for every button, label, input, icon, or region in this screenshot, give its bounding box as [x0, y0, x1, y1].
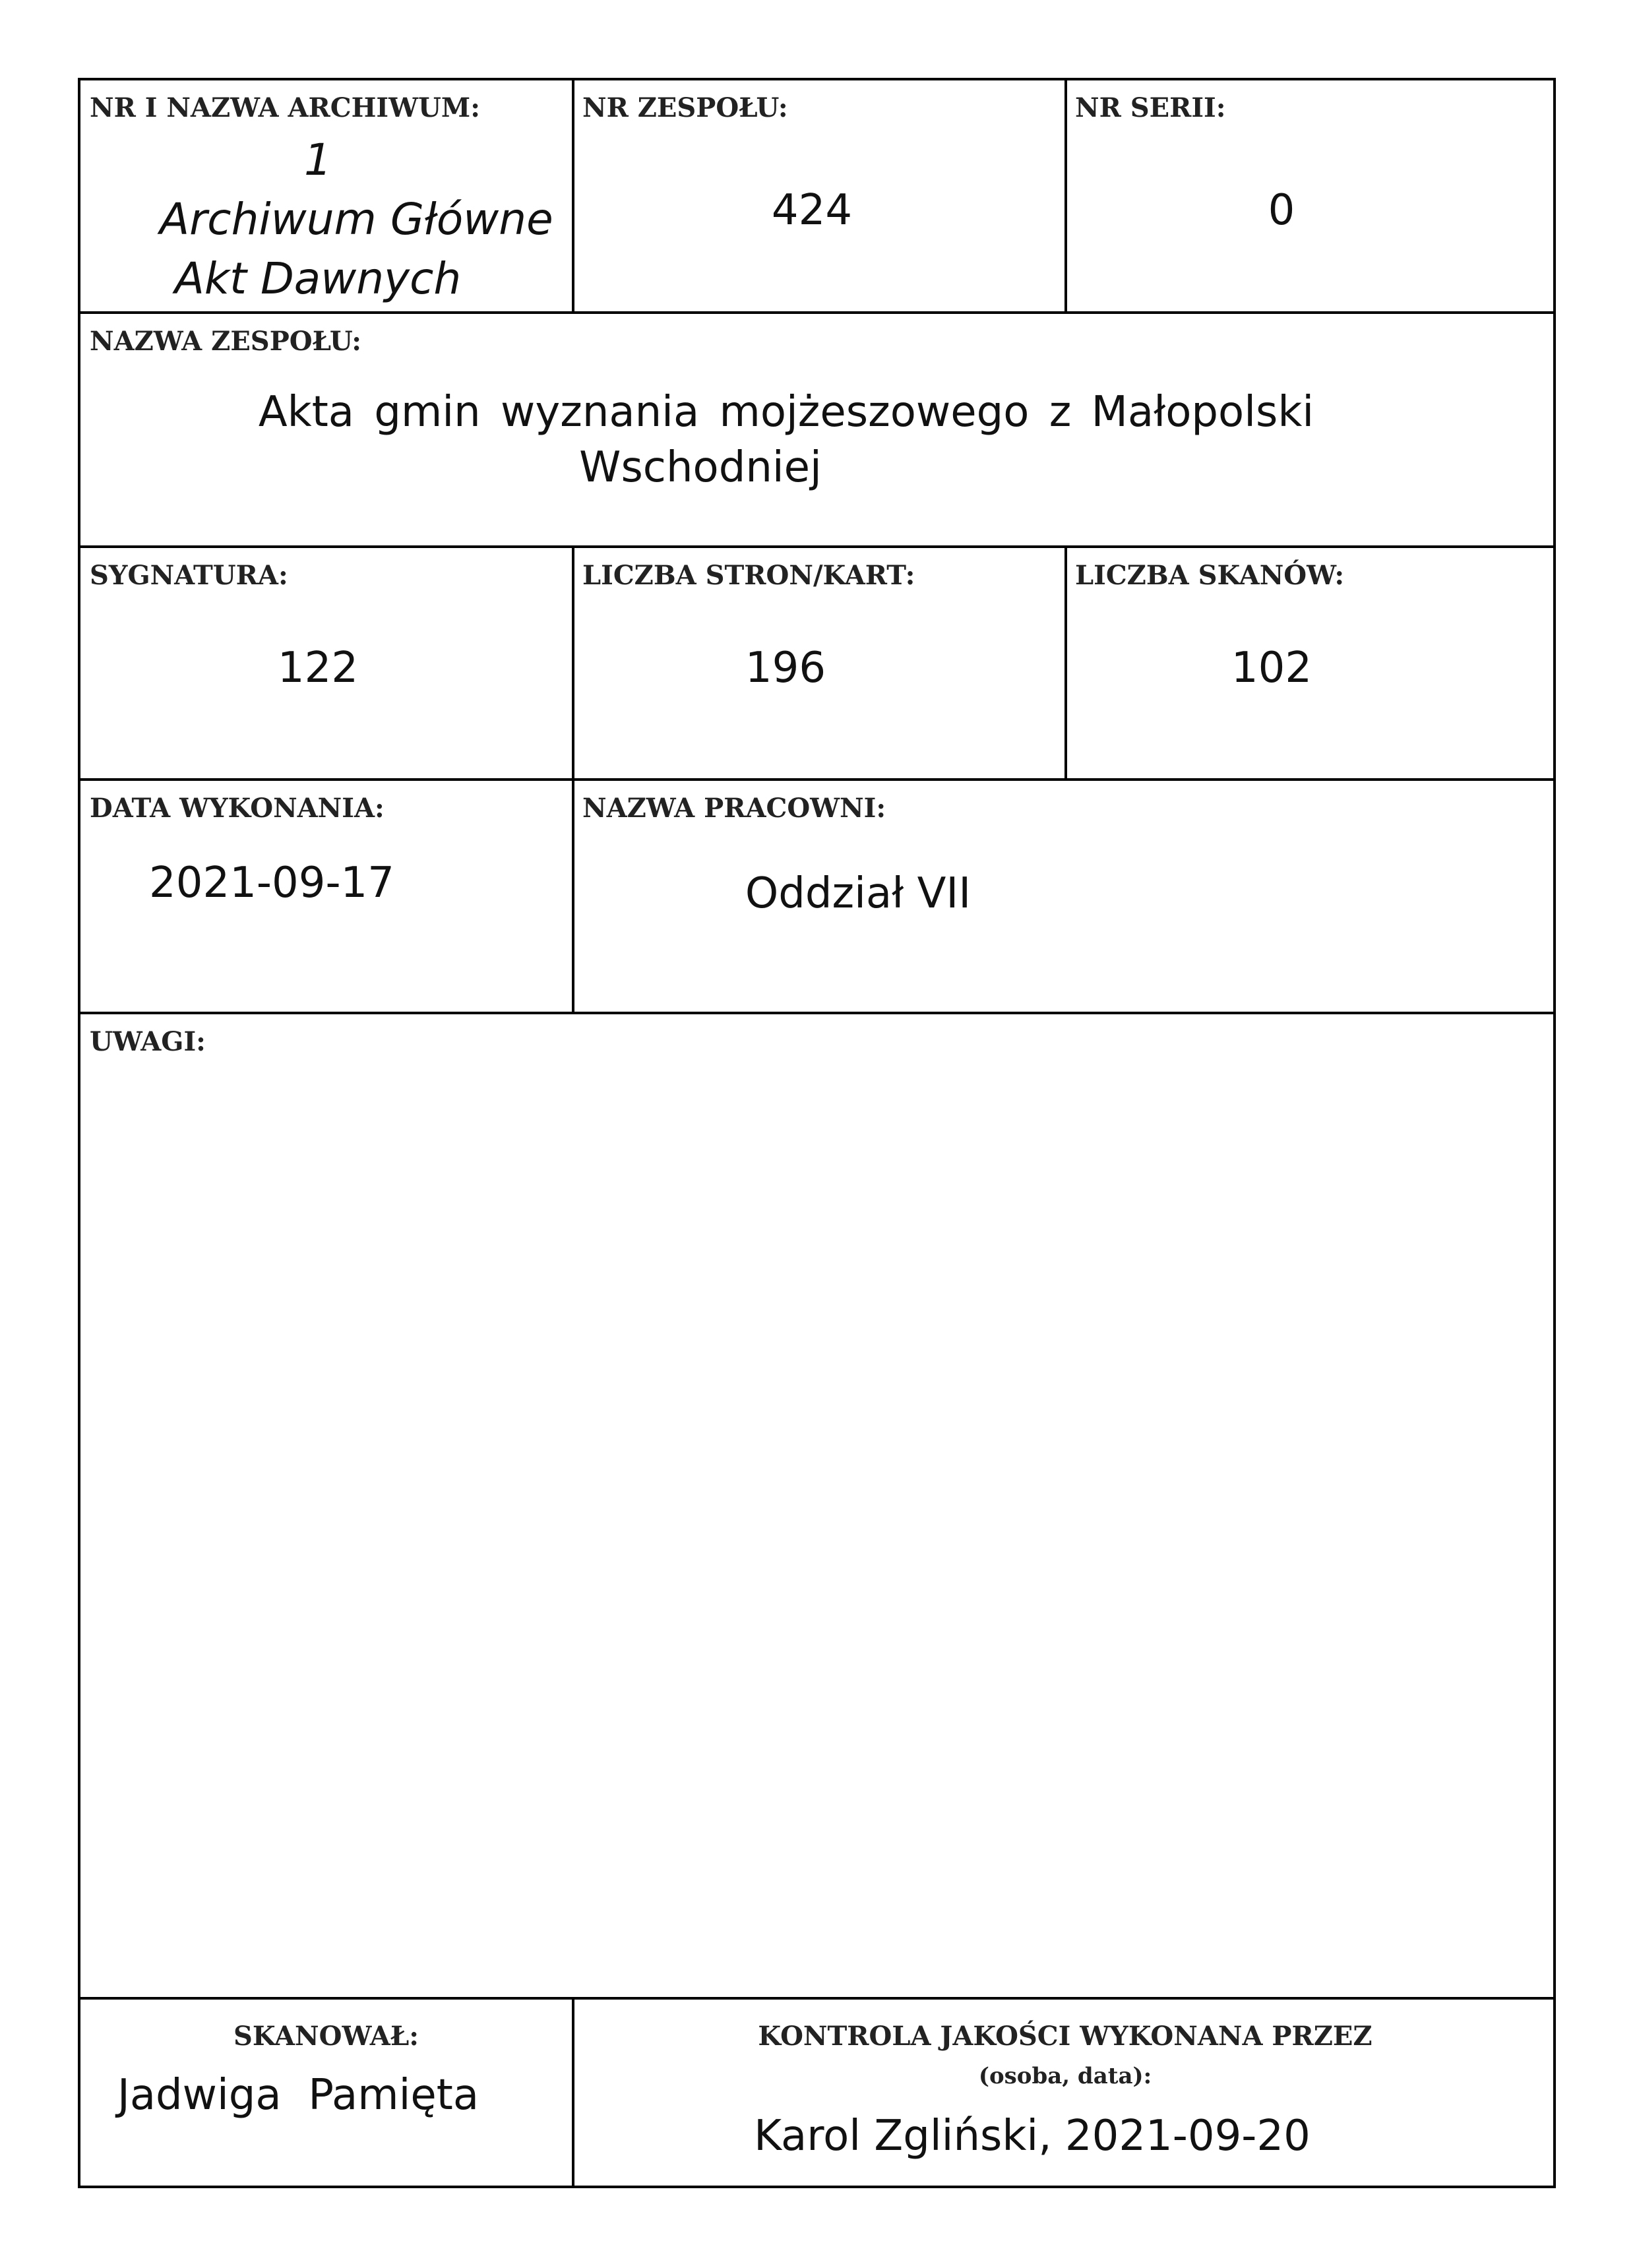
- fonds-name-cell: [80, 314, 1556, 545]
- date-value: 2021-09-17: [149, 859, 394, 907]
- quality-control-sublabel: (osoba, data):: [978, 2063, 1152, 2089]
- fonds-number-cell: [574, 80, 1064, 311]
- signature-value: 122: [277, 644, 359, 692]
- date-cell: [80, 781, 572, 1012]
- scans-value: 102: [1231, 644, 1312, 692]
- archive-number: 1: [304, 135, 332, 185]
- fonds-number-value: 424: [771, 186, 853, 235]
- scans-label: LICZBA SKANÓW:: [1075, 560, 1345, 591]
- series-number-value: 0: [1268, 186, 1295, 235]
- pages-cell: [574, 548, 1064, 778]
- date-label: DATA WYKONANIA:: [90, 793, 385, 824]
- scanned-by-value: Jadwiga Pamięta: [117, 2071, 479, 2120]
- fonds-name-label: NAZWA ZESPOŁU:: [90, 326, 362, 357]
- signature-label: SYGNATURA:: [90, 560, 288, 591]
- workshop-label: NAZWA PRACOWNI:: [582, 793, 886, 824]
- workshop-value: Oddział VII: [745, 869, 972, 918]
- pages-label: LICZBA STRON/KART:: [582, 560, 915, 591]
- fonds-number-label: NR ZESPOŁU:: [582, 92, 788, 123]
- notes-cell: [80, 1014, 1556, 1997]
- metryka-form: [78, 78, 1556, 2188]
- scanned-by-label: SKANOWAŁ:: [233, 2021, 419, 2052]
- archive-cell: [80, 80, 572, 311]
- workshop-cell: [574, 781, 1556, 1012]
- signature-cell: [80, 548, 572, 778]
- series-number-label: NR SERII:: [1075, 92, 1226, 123]
- scanned-by-cell: [80, 2000, 572, 2188]
- fonds-name-line2: Wschodniej: [579, 443, 822, 492]
- pages-value: 196: [745, 644, 826, 692]
- archive-name-line1: Archiwum Główne: [160, 194, 553, 245]
- quality-control-cell: [574, 2000, 1556, 2188]
- series-number-cell: [1067, 80, 1556, 311]
- fonds-name-line1: Akta gmin wyznania mojżeszowego z Małopolski: [258, 388, 1314, 437]
- archive-name-line2: Akt Dawnych: [174, 253, 462, 304]
- quality-control-value: Karol Zgliński, 2021-09-20: [754, 2112, 1311, 2161]
- scans-cell: [1067, 548, 1556, 778]
- quality-control-label: KONTROLA JAKOŚCI WYKONANA PRZEZ: [758, 2021, 1373, 2052]
- archive-label: NR I NAZWA ARCHIWUM:: [90, 92, 480, 123]
- notes-label: UWAGI:: [90, 1026, 206, 1057]
